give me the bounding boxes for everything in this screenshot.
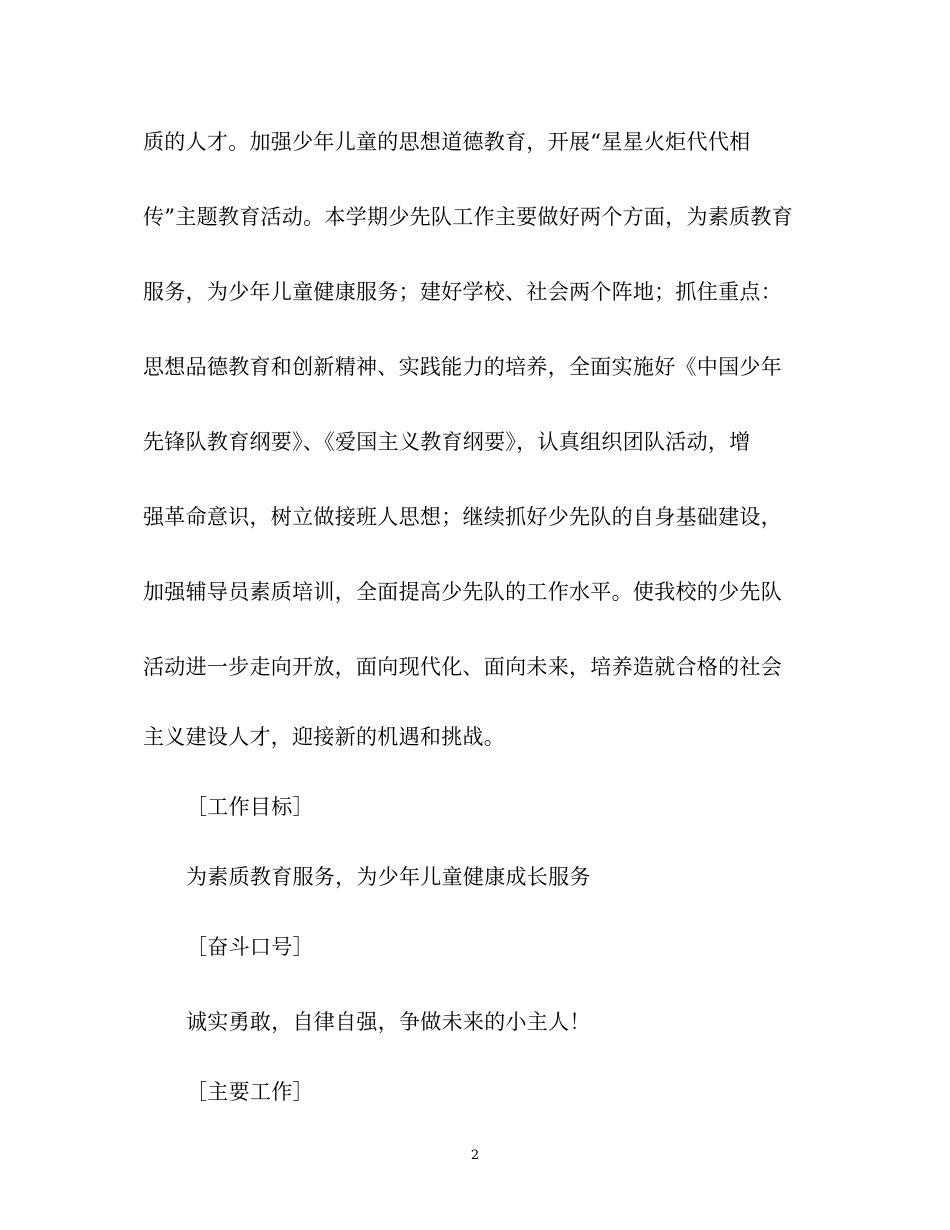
paragraph-line-6: 强革命意识，树立做接班人思想；继续抓好少先队的自身基础建设，: [143, 505, 782, 529]
paragraph-line-2: 传”主题教育活动。本学期少先队工作主要做好两个方面，为素质教育: [143, 205, 794, 229]
paragraph-line-4: 思想品德教育和创新精神、实践能力的培养，全面实施好《中国少年: [143, 355, 782, 379]
main-work-heading: ［主要工作］: [186, 1080, 314, 1104]
paragraph-line-9: 主义建设人才，迎接新的机遇和挑战。: [143, 725, 506, 749]
slogan-heading: ［奋斗口号］: [186, 935, 314, 959]
paragraph-line-3: 服务，为少年儿童健康服务；建好学校、社会两个阵地；抓住重点：: [143, 280, 782, 304]
slogan-text: 诚实勇敢，自律自强，争做未来的小主人！: [186, 1010, 591, 1034]
paragraph-line-7: 加强辅导员素质培训，全面提高少先队的工作水平。使我校的少先队: [143, 580, 782, 604]
paragraph-line-1: 质的人才。加强少年儿童的思想道德教育，开展“星星火炬代代相: [143, 130, 751, 154]
paragraph-line-5: 先锋队教育纲要》、《爱国主义教育纲要》，认真组织团队活动，增: [143, 430, 751, 454]
paragraph-line-8: 活动进一步走向开放，面向现代化、面向未来，培养造就合格的社会: [143, 655, 782, 679]
work-goal-heading: ［工作目标］: [186, 795, 314, 819]
work-goal-text: 为素质教育服务，为少年儿童健康成长服务: [186, 865, 591, 889]
page-number: 2: [470, 1148, 480, 1163]
